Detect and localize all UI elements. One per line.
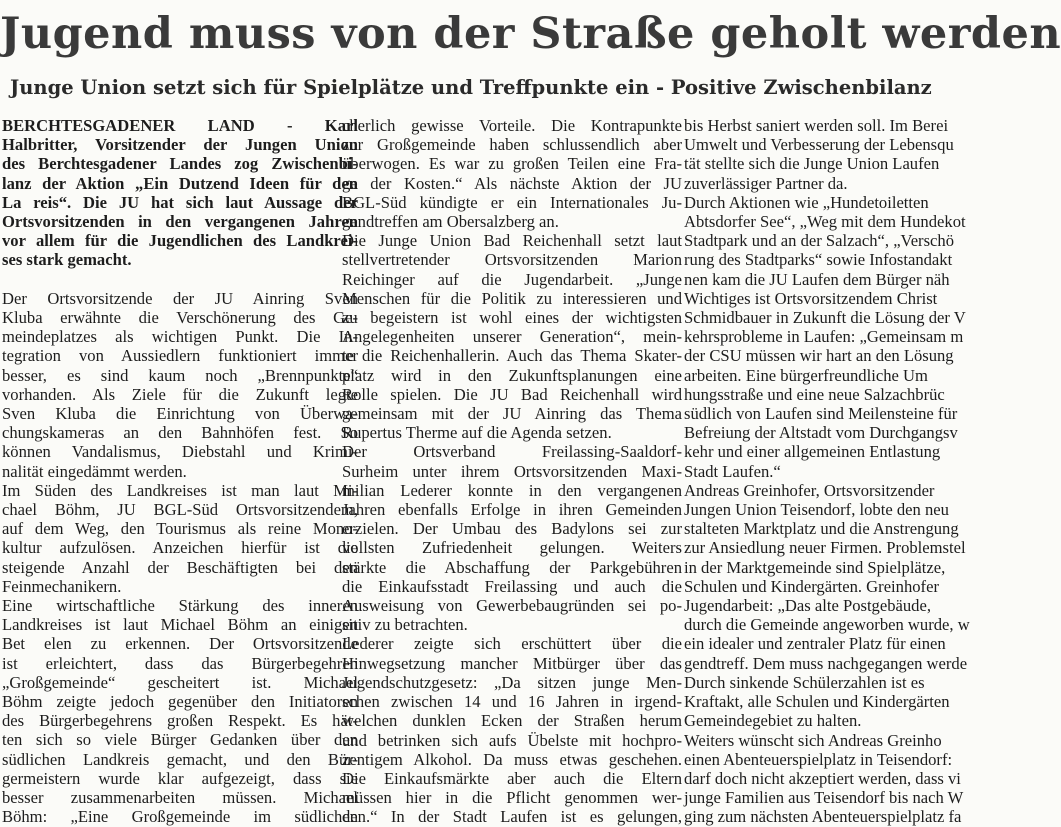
text-line: arbeiten. Eine bürgerfreundliche Um — [684, 365, 928, 385]
text-line: einen Abenteuerspielplatz in Teisendorf: — [684, 749, 953, 769]
text-line: gendtreffen am Obersalzberg an. — [342, 212, 559, 232]
text-line: germeistern wurde klar aufgezeigt, dass sie — [2, 768, 358, 788]
headline: Jugend muss von der Straße geholt werden — [0, 9, 1061, 59]
text-line: zur Großgemeinde haben schlussendlich aber — [342, 135, 682, 155]
text-line: welchen dunklen Ecken der Straßen herum — [342, 711, 682, 731]
text-line: Der Ortsvorsitzende der JU Ainring Sven — [2, 288, 358, 308]
text-line: Surheim unter ihrem Ortsvorsitzenden Maxi- — [342, 461, 682, 481]
text-line: vor allem für die Jugendlichen des Landkrei- — [2, 231, 358, 251]
text-line: südlichen Landkreis gemacht, und den Bür- — [2, 749, 358, 769]
text-line: zu begeistern ist wohl eines der wichtigsten — [342, 308, 682, 328]
text-line: Andreas Greinhofer, Ortsvorsitzender — [684, 480, 935, 500]
text-line: der CSU müssen wir hart an den Lösung — [684, 346, 954, 366]
text-line: Halbritter, Vorsitzender der Jungen Union — [2, 135, 358, 155]
text-line: Der Ortsverband Freilassing-Saaldorf- — [342, 442, 682, 462]
text-line: Durch Aktionen wie „Hundetoiletten — [684, 192, 929, 212]
text-line: steigende Anzahl der Beschäftigten bei den — [2, 557, 358, 577]
text-line: gendtreff. Dem muss nachgegangen werde — [684, 653, 968, 673]
text-line: lanz der Aktion „Ein Dutzend Ideen für den — [2, 173, 358, 193]
text-line: rung des Stadtparks“ sowie Infostandakt — [684, 250, 953, 270]
text-line: Weiters wünscht sich Andreas Greinho — [684, 730, 942, 750]
text-line: Die Einkaufsmärkte aber auch die Eltern — [342, 768, 682, 788]
paragraph-gap — [2, 270, 358, 289]
text-line: Stadtpark und an der Salzach“, „Verschö — [684, 231, 955, 251]
text-line: Jugendschutzgesetz: „Da sitzen junge Men- — [342, 672, 682, 692]
text-line: Lederer zeigte sich erschüttert über die — [342, 634, 682, 654]
text-line: chael Böhm, JU BGL-Süd Ortsvorsitzendem, — [2, 500, 358, 520]
text-line: Ausweisung von Gewerbebaugründen sei po- — [342, 596, 682, 616]
text-line: ses stark gemacht. — [2, 250, 132, 270]
column-3 — [684, 116, 994, 827]
text-line: te die Reichenhallerin. Auch das Thema Skater- — [342, 346, 682, 366]
text-line: bis Herbst saniert werden soll. Im Berei — [684, 116, 949, 135]
text-line: milian Lederer konnte in den vergangenen — [342, 480, 682, 500]
text-line: Rupertus Therme auf die Agenda setzen. — [342, 423, 612, 443]
text-line: Jungen Union Teisendorf, lobte den neu — [684, 500, 949, 520]
text-line: Angelegenheiten unserer Generation“, mein- — [342, 327, 682, 347]
text-line: Die Junge Union Bad Reichenhall setzt laut — [342, 231, 682, 251]
text-line: ten sich so viele Bürger Gedanken über den — [2, 730, 358, 750]
text-line: Kluba erwähnte die Verschönerung des Ge- — [2, 308, 358, 328]
text-line: vollsten Zufriedenheit gelungen. Weiters — [342, 538, 682, 558]
text-line: Gemeindegebiet zu halten. — [684, 711, 862, 731]
text-line: des Bürgerbegehrens großen Respekt. Es hät- — [2, 711, 358, 731]
text-line: meindeplatzes als wichtigen Punkt. Die In- — [2, 327, 358, 347]
text-line: platz wird in den Zukunftsplanungen eine — [342, 365, 682, 385]
text-line: cherlich gewisse Vorteile. Die Kontrapunkte — [342, 116, 682, 135]
text-line: zur Ansiedlung neuer Firmen. Problemstel — [684, 538, 966, 558]
text-line: Abtsdorfer See“, „Weg mit dem Hundekot — [684, 212, 966, 232]
text-line: Landkreises ist laut Michael Böhm an einigen — [2, 615, 358, 635]
text-line: Im Süden des Landkreises ist man laut Mi- — [2, 480, 358, 500]
text-line: stärkte die Abschaffung der Parkgebühren — [342, 557, 682, 577]
text-line: den.“ In der Stadt Laufen ist es gelungen, — [342, 807, 682, 827]
text-line: Sven Kluba die Einrichtung von Überwa- — [2, 404, 358, 424]
text-line: nen kam die JU Laufen dem Bürger näh — [684, 269, 950, 289]
text-line: BGL-Süd kündigte er ein Internationales Ju- — [342, 192, 682, 212]
text-line: des Berchtesgadener Landes zog Zwischenbi- — [2, 154, 358, 174]
text-line: Befreiung der Altstadt vom Durchgangsv — [684, 423, 958, 443]
text-line: „Großgemeinde“ gescheitert ist. Michael — [2, 672, 358, 692]
text-line: BERCHTESGADENER LAND - Karl — [2, 116, 358, 135]
text-line: Rolle spielen. Die JU Bad Reichenhall wird — [342, 384, 682, 404]
text-line: schen zwischen 14 und 16 Jahren in irgend- — [342, 692, 682, 712]
text-line: La reis“. Die JU hat sich laut Aussage der — [2, 192, 358, 212]
column-1 — [2, 116, 358, 827]
text-line: gemeinsam mit der JU Ainring das Thema — [342, 404, 682, 424]
text-line: darf doch nicht akzeptiert werden, dass vi — [684, 768, 961, 788]
text-line: Kraftakt, alle Schulen und Kindergärten — [684, 692, 950, 712]
text-line: Umwelt und Verbesserung der Lebensqu — [684, 135, 954, 155]
text-line: Bet elen zu erkennen. Der Ortsvorsitzende — [2, 634, 358, 654]
text-line: stellvertretender Ortsvorsitzenden Marion — [342, 250, 682, 270]
text-line: Böhm zeigte jedoch gegenüber den Initiatoren — [2, 692, 358, 712]
text-line: hungsstraße und eine neue Salzachbrüc — [684, 384, 945, 404]
text-line: kultur aufzulösen. Anzeichen hierfür ist die — [2, 538, 358, 558]
text-line: südlich von Laufen sind Meilensteine für — [684, 404, 958, 424]
text-line: Durch sinkende Schülerzahlen ist es — [684, 672, 925, 692]
text-line: sitiv zu betrachten. — [342, 615, 468, 635]
text-line: Hinwegsetzung mancher Mitbürger über das — [342, 653, 682, 673]
text-line: tegration von Aussiedlern funktioniert immer — [2, 346, 358, 366]
text-line: kehrsprobleme in Laufen: „Gemeinsam m — [684, 327, 964, 347]
text-line: Wichtiges ist Ortsvorsitzendem Christ — [684, 288, 938, 308]
text-line: Jahren ebenfalls Erfolge in ihren Gemeinden — [342, 500, 682, 520]
text-line: kehr und einer allgemeinen Entlastung — [684, 442, 941, 462]
text-line: überwogen. Es war zu großen Teilen eine Fra- — [342, 154, 682, 174]
text-line: chungskameras an den Bahnhöfen fest. So — [2, 423, 358, 443]
text-line: besser zusammenarbeiten müssen. Michael — [2, 788, 358, 808]
text-line: ging zum nächsten Abenteuerspielplatz fa — [684, 807, 962, 827]
text-line: erzielen. Der Umbau des Badylons sei zur — [342, 519, 682, 539]
text-line: junge Familien aus Teisendorf bis nach W — [684, 788, 964, 808]
text-line: auf dem Weg, den Tourismus als reine Mono- — [2, 519, 358, 539]
text-line: zentigem Alkohol. Da muss etwas geschehen. — [342, 749, 682, 769]
text-line: nalität eingedämmt werden. — [2, 461, 187, 481]
text-line: ge der Kosten.“ Als nächste Aktion der JU — [342, 173, 682, 193]
text-line: in der Marktgemeinde sind Spielplätze, — [684, 557, 946, 577]
text-line: ein idealer und zentraler Platz für einen — [684, 634, 946, 654]
text-line: Böhm: „Eine Großgemeinde im südlichen — [2, 807, 358, 827]
text-line: können Vandalismus, Diebstahl und Krimi- — [2, 442, 358, 462]
text-line: Schmidbauer in Zukunft die Lösung der V — [684, 308, 966, 328]
text-line: durch die Gemeinde angeworben wurde, w — [684, 615, 970, 635]
text-line: stalteten Marktplatz und die Anstrengung — [684, 519, 959, 539]
text-line: Eine wirtschaftliche Stärkung des inneren — [2, 596, 358, 616]
text-line: ist erleichtert, dass das Bürgerbegehren — [2, 653, 358, 673]
text-line: Stadt Laufen.“ — [684, 461, 781, 481]
text-line: Feinmechanikern. — [2, 576, 122, 596]
text-line: vorhanden. Als Ziele für die Zukunft legte — [2, 384, 358, 404]
text-line: tät stellte sich die Junge Union Laufen — [684, 154, 940, 174]
text-line: Ortsvorsitzenden in den vergangenen Jahren — [2, 212, 358, 232]
text-line: Schulen und Kindergärten. Greinhofer — [684, 576, 939, 596]
text-line: und betrinken sich aufs Übelste mit hochpro- — [342, 730, 682, 750]
text-line: besser, es sind kaum noch „Brennpunkte“ — [2, 365, 358, 385]
column-2 — [342, 116, 682, 827]
text-line: müssen hier in die Pflicht genommen wer- — [342, 788, 682, 808]
text-line: zuverlässiger Partner da. — [684, 173, 848, 193]
text-line: die Einkaufsstadt Freilassing und auch die — [342, 576, 682, 596]
subheadline: Junge Union setzt sich für Spielplätze und Treffpunkte ein - Positive Zwischenbilanz — [10, 76, 932, 99]
text-line: Reichinger auf die Jugendarbeit. „Junge — [342, 269, 682, 289]
text-line: Menschen für die Politik zu interessieren und — [342, 288, 682, 308]
text-line: Jugendarbeit: „Das alte Postgebäude, — [684, 596, 931, 616]
